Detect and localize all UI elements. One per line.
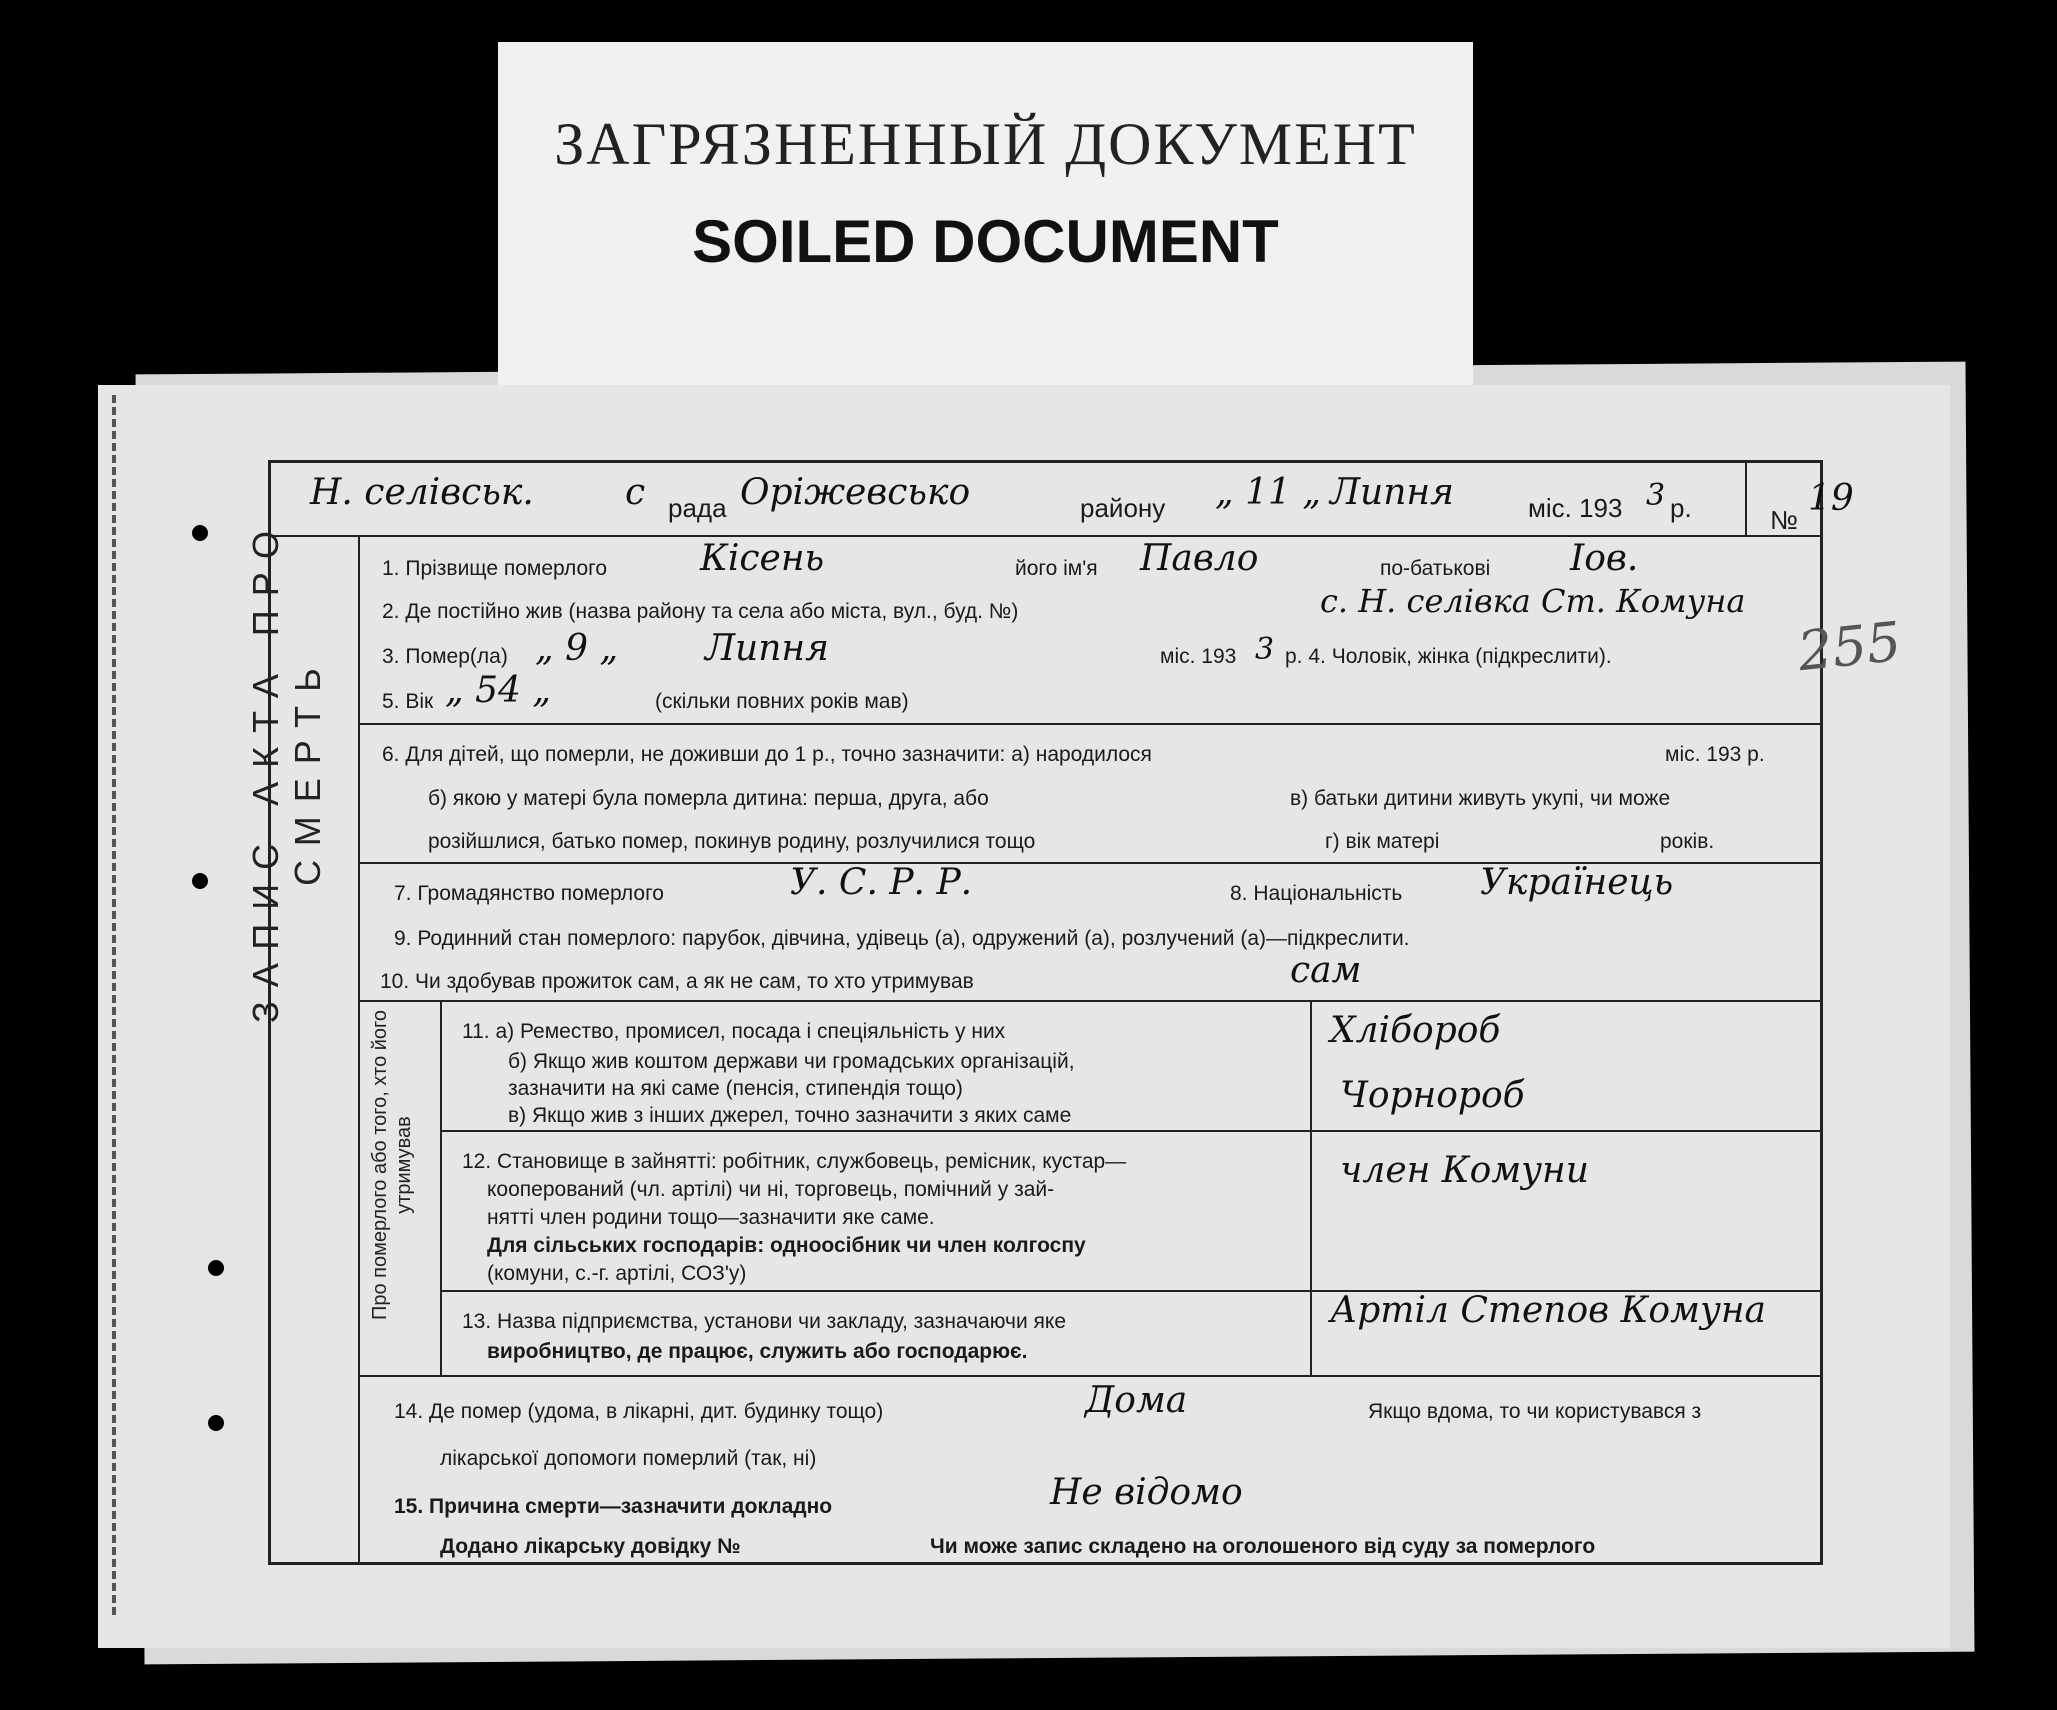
field-5-age-label: 5. Вік <box>382 690 434 713</box>
field-14-label-b: Якщо вдома, то чи користувався з <box>1368 1400 1702 1423</box>
perforation-line <box>112 395 116 1615</box>
margin-number-handwritten: 255 <box>1794 609 1905 684</box>
punch-hole <box>192 525 208 541</box>
field-11a-label: 11. а) Ремество, промисел, посада і спеціяльність у них <box>462 1020 1006 1043</box>
field-4-sex-label: р. 4. Чоловік, жінка (підкреслити). <box>1285 645 1612 668</box>
district-handwritten: Оріжевсько <box>740 472 971 513</box>
number-box-divider <box>1745 460 1747 535</box>
number-handwritten: 19 <box>1808 478 1854 519</box>
raion-label: району <box>1080 493 1166 523</box>
field-15-label: 15. Причина смерти—зазначити докладно <box>394 1495 833 1518</box>
sub-column-divider <box>440 1000 442 1375</box>
punch-hole <box>208 1415 224 1431</box>
residence-handwritten: с. Н. селівка Ст. Комуна <box>1320 582 1746 620</box>
punch-hole <box>192 873 208 889</box>
day-handwritten: „ 11 „ <box>1215 472 1321 513</box>
surname-handwritten: Кісень <box>700 538 825 579</box>
answer-column-divider <box>1310 1000 1312 1375</box>
citizenship-handwritten: У. С. Р. Р. <box>790 862 973 903</box>
field-13-label-1: 13. Назва підприємства, установи чи закладу, зазначаючи яке <box>462 1310 1067 1333</box>
side-column-divider <box>358 535 360 1565</box>
field-6c-label: розійшлися, батько помер, покинув родину, розлучилися тощо <box>428 830 1036 853</box>
mis-label: міс. 193 <box>1528 493 1623 523</box>
rada-label: рада <box>668 493 727 523</box>
field-14-label: 14. Де помер (удома, в лікарні, дит. будинку тощо) <box>394 1400 884 1423</box>
died-day-handwritten: „ 9 „ <box>535 628 619 669</box>
banner-en: SOILED DOCUMENT <box>692 208 1279 275</box>
field-6b-end: в) батьки дитини живуть укупі, чи може <box>1290 787 1671 810</box>
died-year-handwritten: 3 <box>1255 632 1275 667</box>
s-handwritten: с <box>625 472 646 513</box>
month-handwritten: Липня <box>1330 472 1454 513</box>
punch-hole <box>208 1260 224 1276</box>
age-handwritten: „ 54 „ <box>445 670 551 711</box>
side-subtitle: Про померлого або того, хто його утримував <box>369 1009 415 1321</box>
field-6c-mid: г) вік матері <box>1325 830 1440 853</box>
field-16-label-b: Чи може запис складено на оголошеного від суду за померлого <box>930 1535 1596 1558</box>
field-6c-end: років. <box>1660 830 1715 853</box>
r-label: р. <box>1670 493 1692 523</box>
field-1-surname-label: 1. Прізвище померлого <box>382 557 608 580</box>
patronymic-handwritten: Іов. <box>1570 538 1639 579</box>
died-month-handwritten: Липня <box>705 628 829 669</box>
field-2-residence-label: 2. Де постійно жив (назва району та села або міста, вул., буд. №) <box>382 600 1019 623</box>
village-handwritten: Н. селівськ. <box>310 472 534 513</box>
field-12-label-5: (комуни, с.-г. артілі, СОЗ'у) <box>487 1262 747 1285</box>
workplace-handwritten: Артіл Степов Комуна <box>1330 1290 1767 1331</box>
row-divider <box>358 1000 1823 1002</box>
field-6b-label: б) якою у матері була померла дитина: перша, друга, або <box>428 787 989 810</box>
field-13-label-2: виробництво, де працює, служить або господарює. <box>487 1340 1028 1363</box>
nationality-handwritten: Українець <box>1480 862 1674 903</box>
field-7-citizenship-label: 7. Громадянство померлого <box>394 882 664 905</box>
field-6a-label: 6. Для дітей, що померли, не доживши до 1 р., точно зазначити: а) народилося <box>382 743 1152 766</box>
occupation-handwritten-1: Хлібороб <box>1330 1010 1501 1051</box>
field-16-label: Додано лікарську довідку № <box>440 1535 741 1558</box>
field-12-label-4: Для сільських господарів: одноосібник чи член колгоспу <box>487 1234 1086 1257</box>
header-divider <box>268 535 1823 537</box>
field-11b2-label: зазначити на які саме (пенсія, стипендія тощо) <box>508 1077 963 1100</box>
banner-ru: ЗАГРЯЗНЕННЫЙ ДОКУМЕНТ <box>554 111 1417 177</box>
livelihood-handwritten: сам <box>1290 950 1362 991</box>
field-12-label-2: кооперований (чл. артілі) чи ні, торговець, помічний у зай- <box>487 1178 1055 1201</box>
field-9-marital-label: 9. Родинний стан померлого: парубок, дівчина, удівець (а), одружений (а), розлучений (а)—підкреслити. <box>394 927 1410 950</box>
field-14-label-c: лікарської допомоги померлий (так, ні) <box>440 1447 817 1470</box>
employment-handwritten: член Комуни <box>1340 1150 1589 1191</box>
name-handwritten: Павло <box>1140 538 1259 579</box>
field-12-label-1: 12. Становище в зайнятті: робітник, службовець, ремісник, кустар— <box>462 1150 1127 1173</box>
field-1-name-label: його ім'я <box>1015 557 1098 580</box>
row-divider <box>358 1375 1823 1377</box>
field-8-nationality-label: 8. Національність <box>1230 882 1403 905</box>
field-11c-label: в) Якщо жив з інших джерел, точно зазначити з яких саме <box>508 1104 1072 1127</box>
death-place-handwritten: Дома <box>1085 1380 1188 1421</box>
year-handwritten: 3 <box>1646 478 1666 513</box>
field-10-livelihood-label: 10. Чи здобував прожиток сам, а як не сам, то хто утримував <box>380 970 974 993</box>
number-label: № <box>1770 505 1798 535</box>
occupation-handwritten-2: Чорнороб <box>1340 1075 1525 1116</box>
side-title: ЗАПИС АКТА ПРО СМЕРТЬ <box>245 517 328 1023</box>
field-3-died-label: 3. Помер(ла) <box>382 645 508 668</box>
field-12-label-3: нятті член родини тощо—зазначити яке саме. <box>487 1206 935 1229</box>
died-mis-label: міс. 193 <box>1160 645 1237 668</box>
cause-handwritten: Не відомо <box>1050 1472 1243 1513</box>
field-6a-end: міс. 193 р. <box>1665 743 1765 766</box>
field-11b-label: б) Якщо жив коштом держави чи громадських організацій, <box>508 1050 1075 1073</box>
soiled-document-banner <box>498 42 1473 387</box>
row-divider <box>358 723 1823 725</box>
field-1-patronymic-label: по-батькові <box>1380 557 1491 580</box>
row-divider <box>440 1130 1823 1132</box>
field-5-age-note: (скільки повних років мав) <box>655 690 909 713</box>
